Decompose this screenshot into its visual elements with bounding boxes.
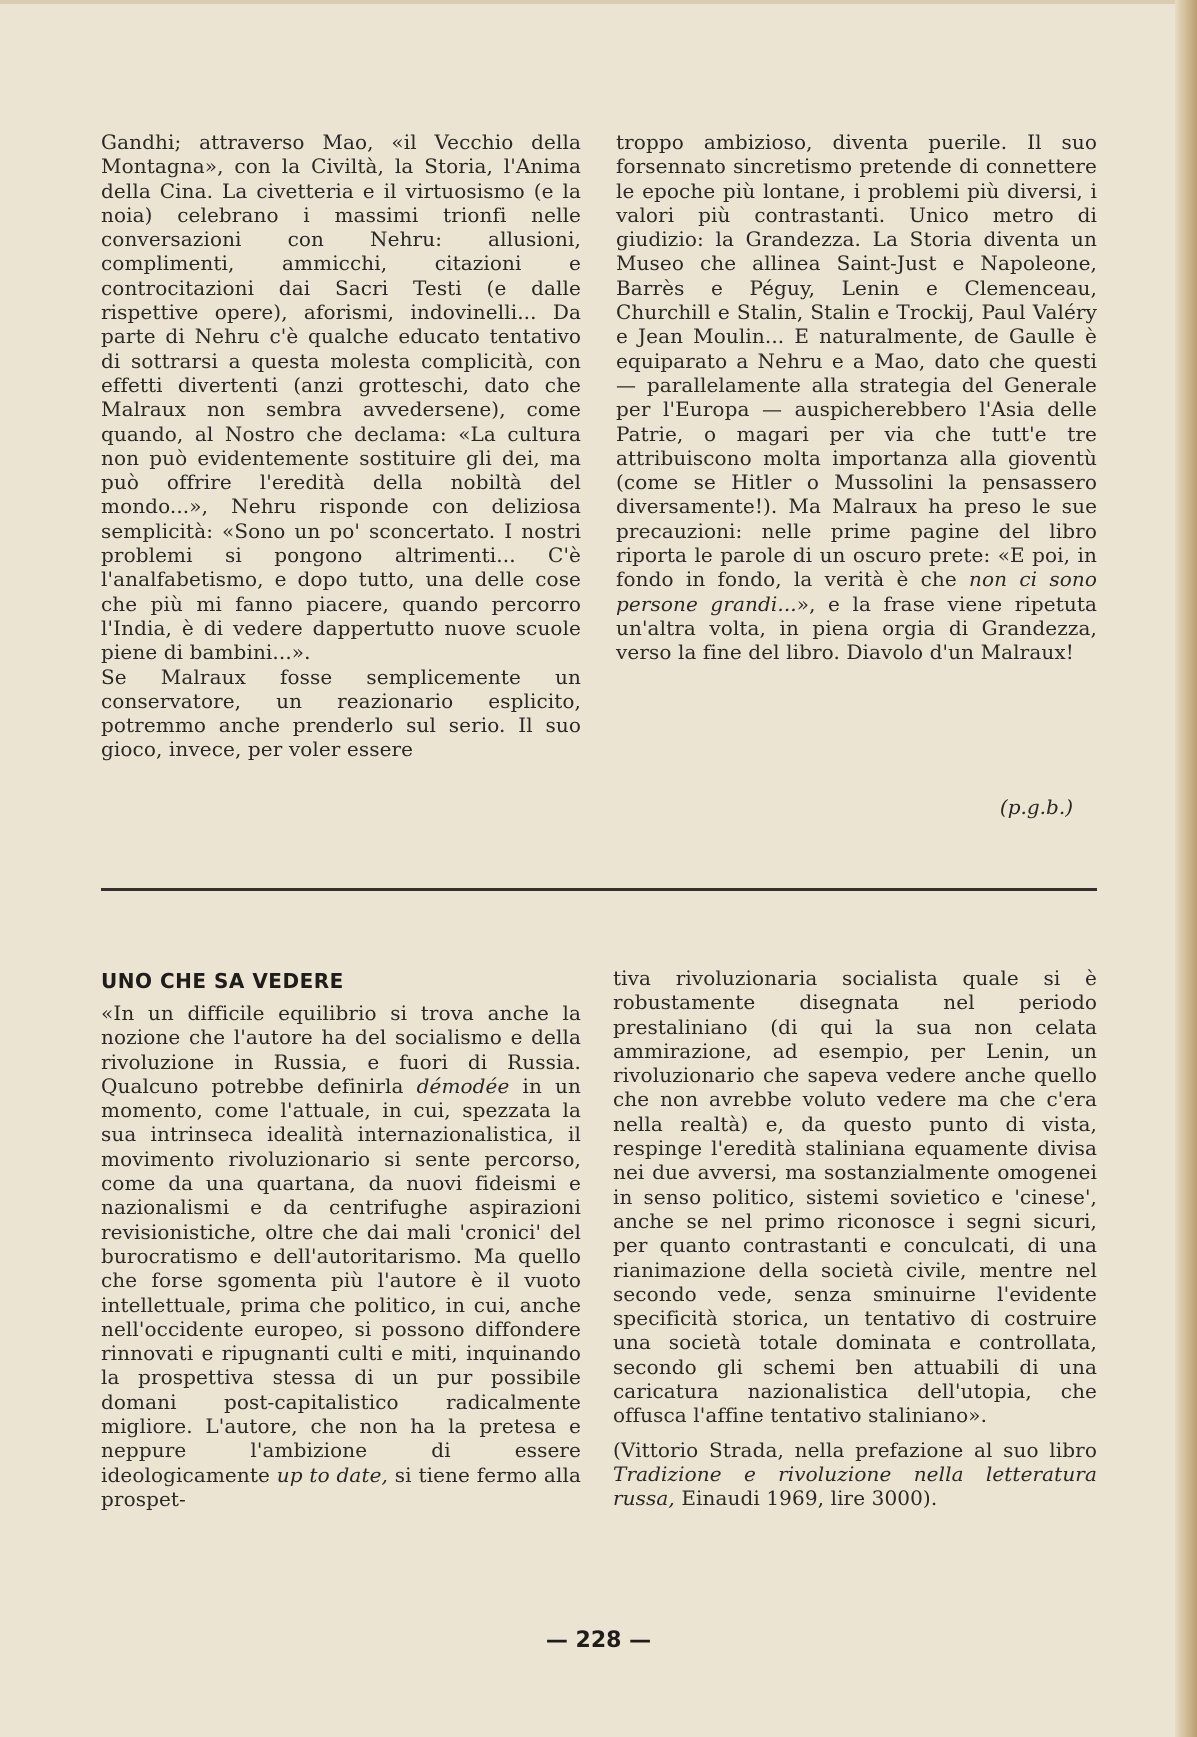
article1-left-paragraph-2: Se Malraux fosse semplicemente un conservatore, un reazionario esplicito, potremmo anche prenderlo sul serio. Il suo gioco, invece, per voler essere <box>101 664 581 762</box>
article2-left-text-1: «In un difficile equilibrio si trova anche la nozione che l'autore ha del socialismo e della rivoluzione in Russia, e fuori di Russia. Qualcuno potrebbe definirla <box>101 1001 581 1098</box>
article2-citation <box>613 1438 1097 1511</box>
citation-text-2: Einaudi 1969, lire 3000). <box>674 1486 938 1511</box>
article2-left-text-3: si tiene fermo alla prospet- <box>101 1462 581 1511</box>
article2-left-paragraph <box>101 1001 581 1511</box>
article2-left-italic-1: démodée <box>416 1073 510 1098</box>
article2-right-column <box>613 966 1097 1511</box>
section-divider <box>101 888 1097 891</box>
page-top-edge <box>0 0 1197 4</box>
article1-signature: (p.g.b.) <box>999 795 1073 819</box>
citation-book-title: Tradizione e rivoluzione nella letteratura russa, <box>613 1461 1097 1511</box>
article2-right-paragraph: tiva rivoluzionaria socialista quale si è robustamente disegnata nel periodo prestaliniano (di qui la sua non celata ammirazione, ad esempio, per Lenin, un rivoluzionario che sapeva vedere anche quello che non avrebbe voluto vedere ma che c'era nella realtà) e, da questo punto di vista, respinge l'eredità staliniana equamente divisa nei due avversi, ma sostanzialmente omogenei in senso politico, sistemi sovietico e 'cinese', anche se nel primo riconosce i segni sicuri, per quanto contrastanti e conculcati, di una rianimazione della società civile, mentre nel secondo vede, senza sminuirne l'evidente specificità storica, un tentativo di costruire una società totale dominata e controllata, secondo gli schemi ben attuabili di una caricatura nazionalistica dell'utopia, che offusca l'affine tentativo staliniano». <box>613 966 1097 1428</box>
article1-right-italic-quote: non ci sono persone grandi... <box>616 567 1097 616</box>
page-right-edge <box>1175 0 1197 1737</box>
article2-left-text-2: in un momento, come l'attuale, in cui, spezzata la sua intrinseca idealità internazionalistica, il movimento rivoluzionario si sente percorso, come da una quartana, da nuovi fideismi e nazionalismi e da centrifughe aspirazioni revisionistiche, oltre che dai mali 'cronici' del burocratismo e dell'autoritarismo. Ma quello che forse sgomenta più l'autore è il vuoto intellettuale, prima che politico, in cui, anche nell'occidente europeo, si possono diffondere rinnovati e ripugnanti culti e miti, inquinando la prospettiva stessa di un pur possibile domani post-capitalistico radicalmente migliore. L'autore, che non ha la pretesa e neppure l'ambizione di essere ideologicamente <box>101 1073 581 1487</box>
citation-text-1: (Vittorio Strada, nella prefazione al suo libro <box>613 1437 1097 1462</box>
page-number: — 228 — <box>545 1628 652 1653</box>
article1-right-text-2: », e la frase viene ripetuta un'altra volta, in piena orgia di Grandezza, verso la fine del libro. Diavolo d'un Malraux! <box>616 591 1098 665</box>
article1-left-paragraph: Gandhi; attraverso Mao, «il Vecchio della Montagna», con la Civiltà, la Storia, l'Anima della Cina. La civetteria e il virtuosismo (e la noia) celebrano i massimi trionfi nelle conversazioni con Nehru: allusioni, complimenti, ammicchi, citazioni e controcitazioni dai Sacri Testi (e dalle rispettive opere), aforismi, indovinelli... Da parte di Nehru c'è qualche educato tentativo di sottrarsi a questa molesta complicità, con effetti divertenti (anzi grotteschi, dato che Malraux non sembra avvedersene), come quando, al Nostro che declama: «La cultura non può evidentemente sostituire gli dei, ma può offrire l'eredità della nobiltà del mondo...», Nehru risponde con deliziosa semplicità: «Sono un po' sconcertato. I nostri problemi si pongono altrimenti... C'è l'analfabetismo, e dopo tutto, una delle cose che più mi fanno piacere, quando percorro l'India, è di vedere dappertutto nuove scuole piene di bambini...». <box>101 130 581 665</box>
article2-title: UNO CHE SA VEDERE <box>101 969 344 993</box>
article1-left-column <box>101 130 581 762</box>
article2-left-italic-2: up to date, <box>276 1462 388 1487</box>
article2-left-column <box>101 1001 581 1511</box>
article1-right-column <box>616 130 1097 665</box>
article1-right-paragraph <box>616 130 1097 665</box>
article1-right-text-1: troppo ambizioso, diventa puerile. Il suo forsennato sincretismo pretende di connettere le epoche più lontane, i problemi più diversi, i valori più contrastanti. Unico metro di giudizio: la Grandezza. La Storia diventa un Museo che allinea Saint-Just e Napoleone, Barrès e Péguy, Lenin e Clemenceau, Churchill e Stalin, Stalin e Trockij, Paul Valéry e Jean Moulin... E naturalmente, de Gaulle è equiparato a Nehru e a Mao, dato che questi — parallelamente alla strategia del Generale per l'Europa — auspicherebbero l'Asia delle Patrie, o magari per via che tutt'e tre attribuiscono molta importanza alla gioventù (come se Hitler o Mussolini la pensassero diversamente!). Ma Malraux ha preso le sue precauzioni: nelle prime pagine del libro riporta le parole di un oscuro prete: «E poi, in fondo in fondo, la verità è che <box>616 130 1097 592</box>
